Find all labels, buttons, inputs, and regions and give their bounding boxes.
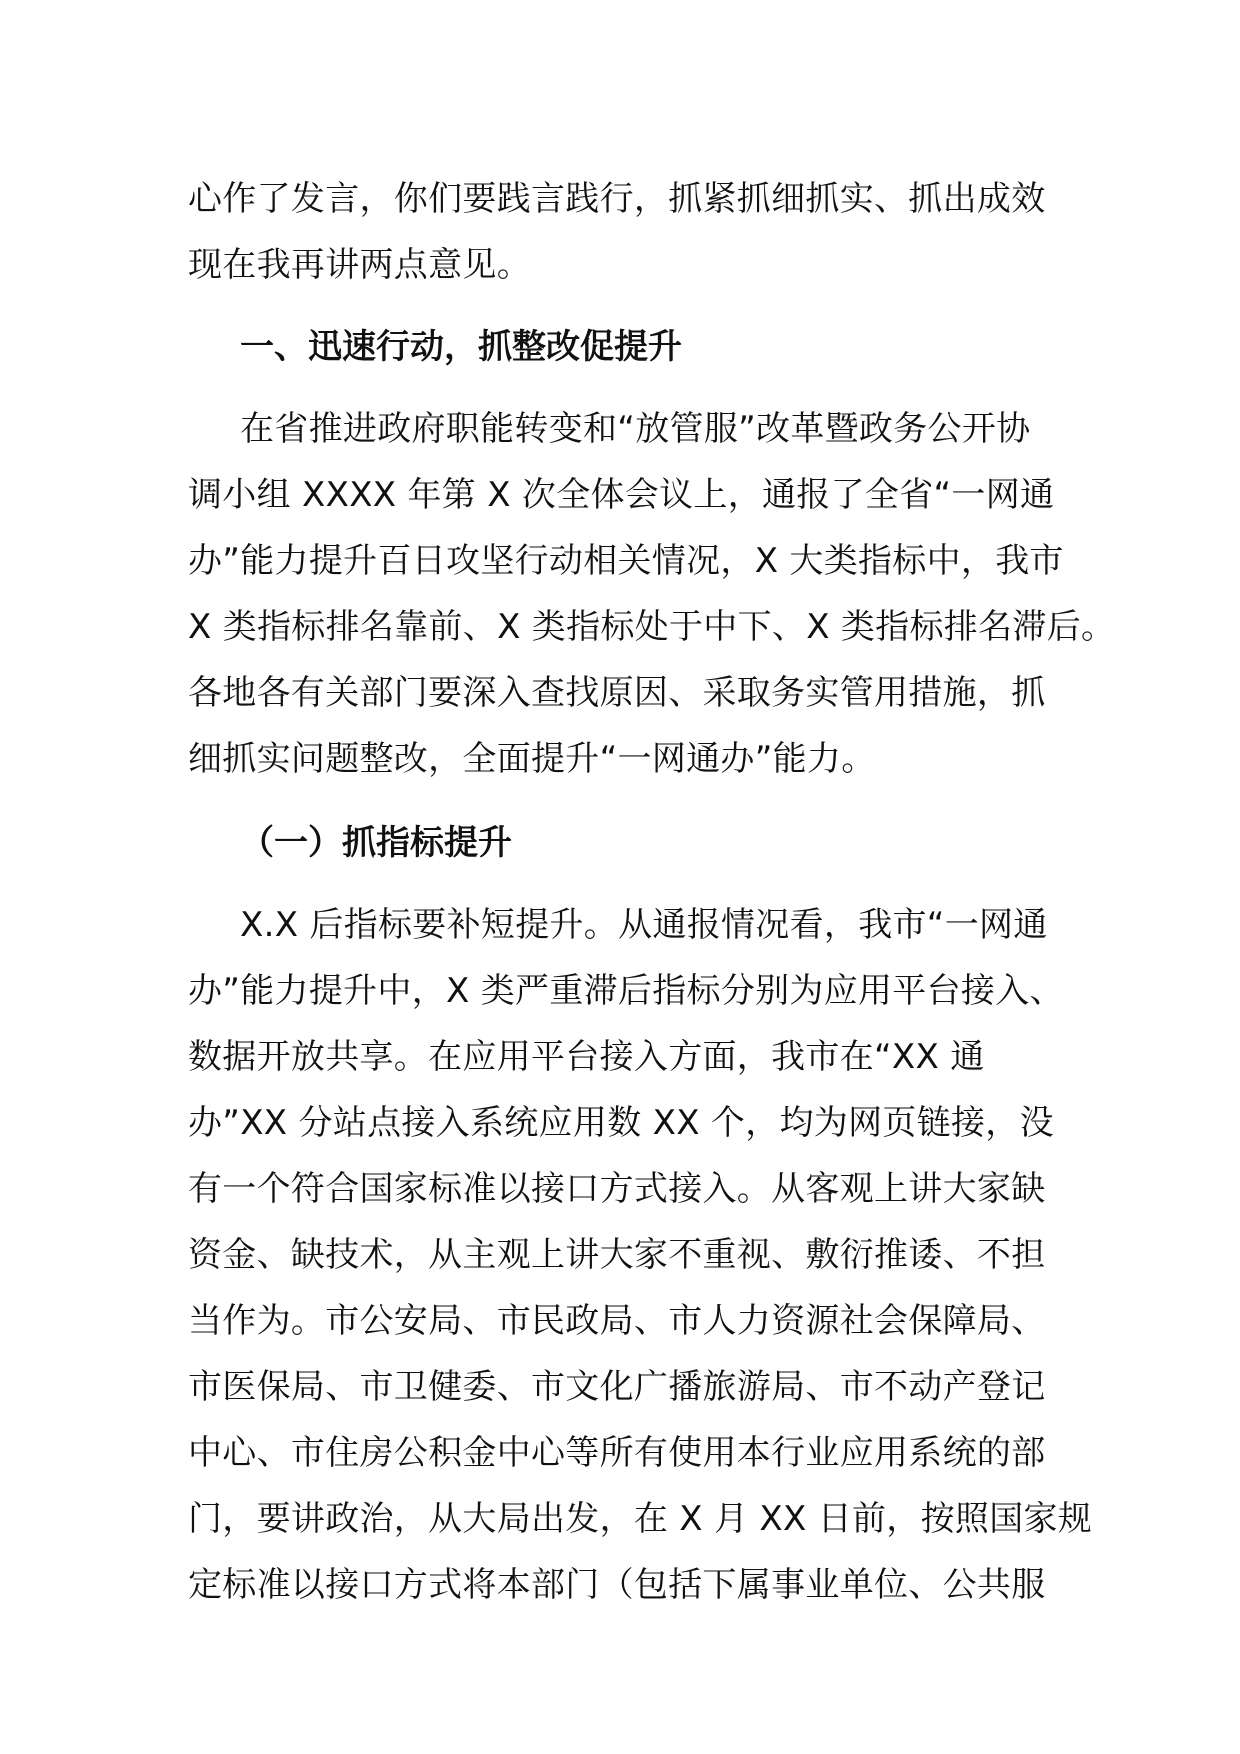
text-line: 调小组 XXXX 年第 X 次全体会议上，通报了全省“一网通 — [188, 475, 1055, 515]
paragraph-first-line: X.X 后指标要补短提升。从通报情况看，我市“一网通 — [240, 905, 1048, 945]
text-line: 各地各有关部门要深入查找原因、采取务实管用措施，抓 — [188, 673, 1046, 713]
text-line: 办”能力提升中，X 类严重滞后指标分别为应用平台接入、 — [188, 971, 1064, 1011]
text-line: 心作了发言，你们要践言践行，抓紧抓细抓实、抓出成效 — [188, 179, 1046, 219]
text-line: 市医保局、市卫健委、市文化广播旅游局、市不动产登记 — [188, 1367, 1046, 1407]
text-line: 资金、缺技术，从主观上讲大家不重视、敷衍推诿、不担 — [188, 1235, 1046, 1275]
section-heading: 一、迅速行动，抓整改促提升 — [240, 327, 682, 367]
text-line: X 类指标排名靠前、X 类指标处于中下、X 类指标排名滞后。 — [188, 607, 1116, 647]
subsection-heading: （一）抓指标提升 — [240, 823, 512, 863]
document-page — [188, 166, 1116, 1618]
text-line: 办”能力提升百日攻坚行动相关情况，X 大类指标中，我市 — [188, 541, 1064, 581]
text-line: 当作为。市公安局、市民政局、市人力资源社会保障局、 — [188, 1301, 1046, 1341]
text-line: 有一个符合国家标准以接口方式接入。从客观上讲大家缺 — [188, 1169, 1046, 1209]
text-line: 定标准以接口方式将本部门（包括下属事业单位、公共服 — [188, 1565, 1046, 1605]
text-line: 中心、市住房公积金中心等所有使用本行业应用系统的部 — [188, 1433, 1046, 1473]
paragraph-first-line: 在省推进政府职能转变和“放管服”改革暨政务公开协 — [240, 409, 1031, 449]
text-line: 门，要讲政治，从大局出发，在 X 月 XX 日前，按照国家规 — [188, 1499, 1093, 1539]
text-line: 细抓实问题整改，全面提升“一网通办”能力。 — [188, 739, 876, 779]
text-line: 办”XX 分站点接入系统应用数 XX 个，均为网页链接，没 — [188, 1103, 1054, 1143]
text-line: 现在我再讲两点意见。 — [188, 245, 531, 285]
text-line: 数据开放共享。在应用平台接入方面，我市在“XX 通 — [188, 1037, 985, 1077]
